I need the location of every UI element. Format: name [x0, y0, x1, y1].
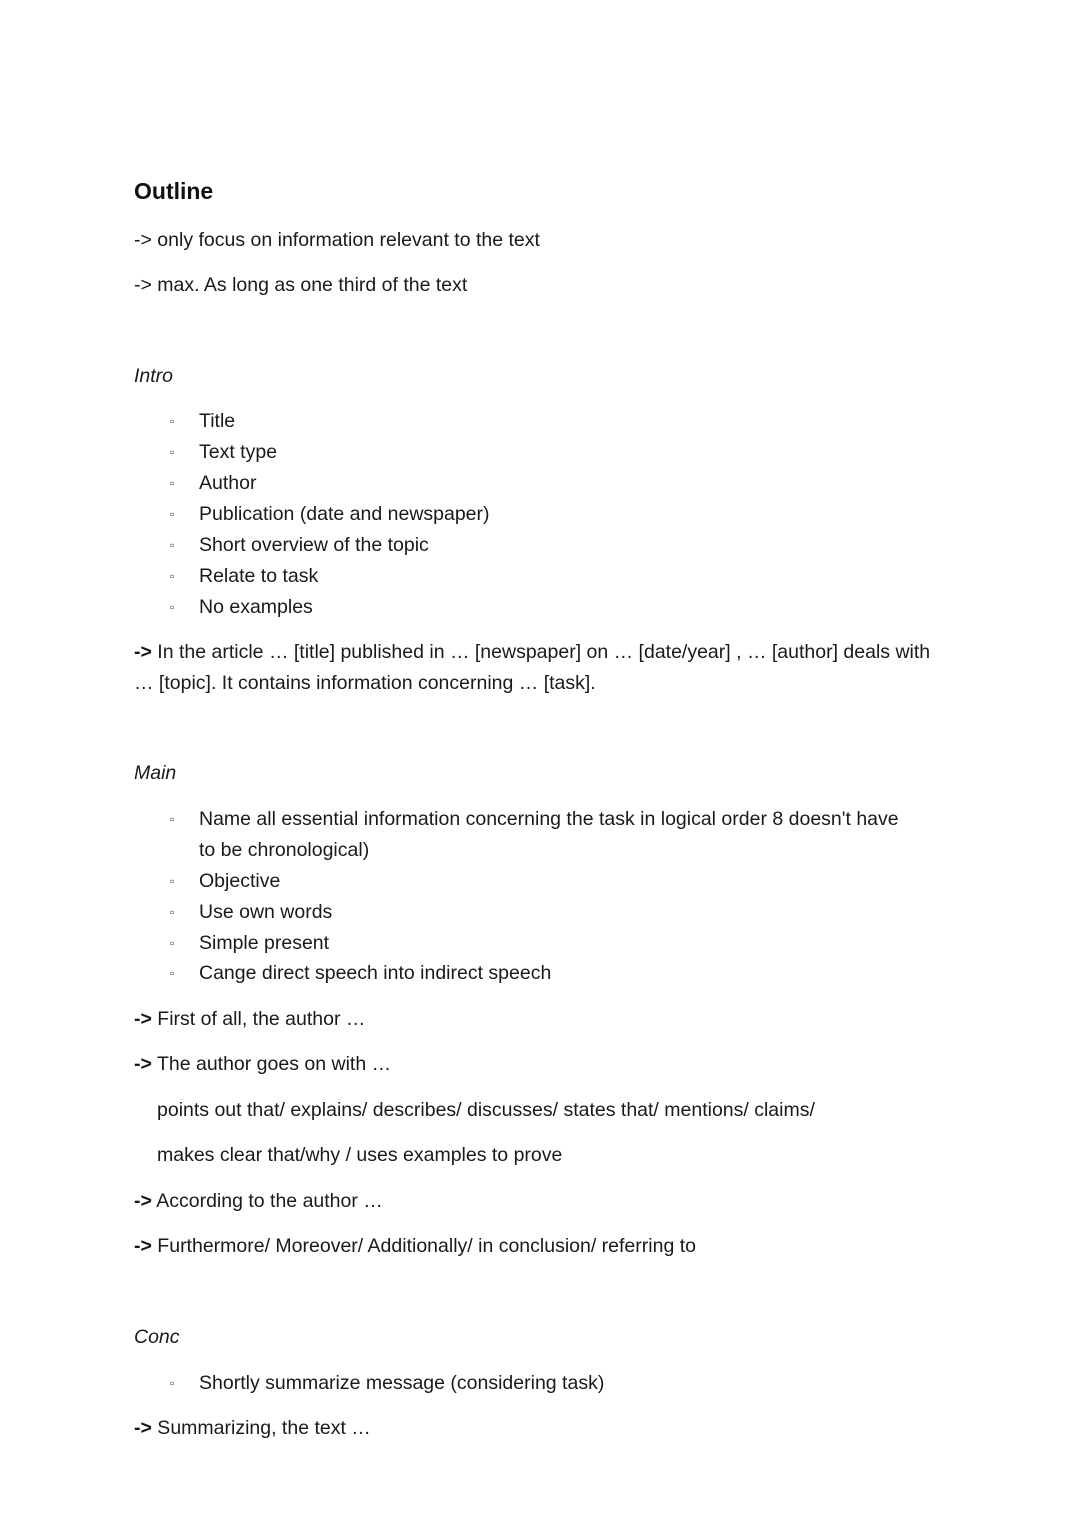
intro-bullet-title: Title [199, 410, 236, 432]
bullet-marker: ▫ [170, 905, 175, 919]
main-bullet-own-words: Use own words [199, 901, 333, 923]
bullet-marker: ▫ [170, 569, 175, 583]
main-phrase-first-text: First of all, the author … [151, 1008, 366, 1030]
page-title: Outline [134, 178, 214, 204]
main-bullet-simple-present: Simple present [199, 932, 330, 954]
arrow-marker: -> [134, 1235, 152, 1257]
arrow-marker: -> [134, 1190, 152, 1212]
intro-template-text: In the article … [title] published in … [newspaper] on … [date/year] , … [author] deals with … [topic]. It contains information concerning … [task]. [134, 641, 931, 694]
arrow-marker: -> [134, 1053, 152, 1075]
conc-bullet-summarize: Shortly summarize message (considering task) [199, 1372, 605, 1394]
main-phrase-goes-on [134, 1049, 391, 1080]
intro-bullet-author: Author [199, 472, 257, 494]
main-verbs-line-2: makes clear that/why / uses examples to prove [157, 1144, 563, 1166]
intro-bullet-overview: Short overview of the topic [199, 534, 429, 556]
conc-phrase-summarizing [134, 1413, 371, 1444]
bullet-marker: ▫ [170, 445, 175, 459]
note-length: -> max. As long as one third of the text [134, 274, 468, 296]
bullet-marker: ▫ [170, 414, 175, 428]
bullet-marker: ▫ [170, 936, 175, 950]
bullet-marker: ▫ [170, 600, 175, 614]
intro-bullet-relate: Relate to task [199, 565, 319, 587]
intro-bullet-text-type: Text type [199, 441, 278, 463]
note-relevant: -> only focus on information relevant to the text [134, 229, 540, 251]
bullet-marker: ▫ [170, 538, 175, 552]
intro-bullet-no-examples: No examples [199, 596, 313, 618]
main-bullet-objective: Objective [199, 870, 281, 892]
section-heading-conc: Conc [134, 1326, 180, 1348]
bullet-marker: ▫ [170, 507, 175, 521]
conc-phrase-summarizing-text: Summarizing, the text … [151, 1417, 371, 1439]
bullet-marker: ▫ [170, 874, 175, 888]
intro-template-sentence [134, 637, 949, 699]
section-heading-main: Main [134, 762, 177, 784]
bullet-marker: ▫ [170, 476, 175, 490]
bullet-marker: ▫ [170, 1376, 175, 1390]
arrow-marker: -> [134, 1417, 152, 1439]
main-phrase-connectors [134, 1231, 696, 1262]
arrow-marker: -> [134, 641, 152, 663]
main-phrase-connectors-text: Furthermore/ Moreover/ Additionally/ in conclusion/ referring to [151, 1235, 696, 1257]
main-phrase-first [134, 1004, 365, 1035]
main-phrase-goes-on-text: The author goes on with … [151, 1053, 392, 1075]
main-verbs-line-1: points out that/ explains/ describes/ discusses/ states that/ mentions/ claims/ [157, 1099, 815, 1121]
main-bullet-indirect-speech: Cange direct speech into indirect speech [199, 962, 552, 984]
section-heading-intro: Intro [134, 365, 174, 387]
bullet-marker: ▫ [170, 966, 175, 980]
intro-bullet-publication: Publication (date and newspaper) [199, 503, 490, 525]
main-phrase-according-text: According to the author … [151, 1190, 383, 1212]
main-bullet-essential-info: Name all essential information concerning the task in logical order 8 doesn't have to be chronological) [199, 808, 899, 861]
bullet-marker: ▫ [170, 812, 175, 826]
arrow-marker: -> [134, 1008, 152, 1030]
main-phrase-according [134, 1186, 383, 1217]
